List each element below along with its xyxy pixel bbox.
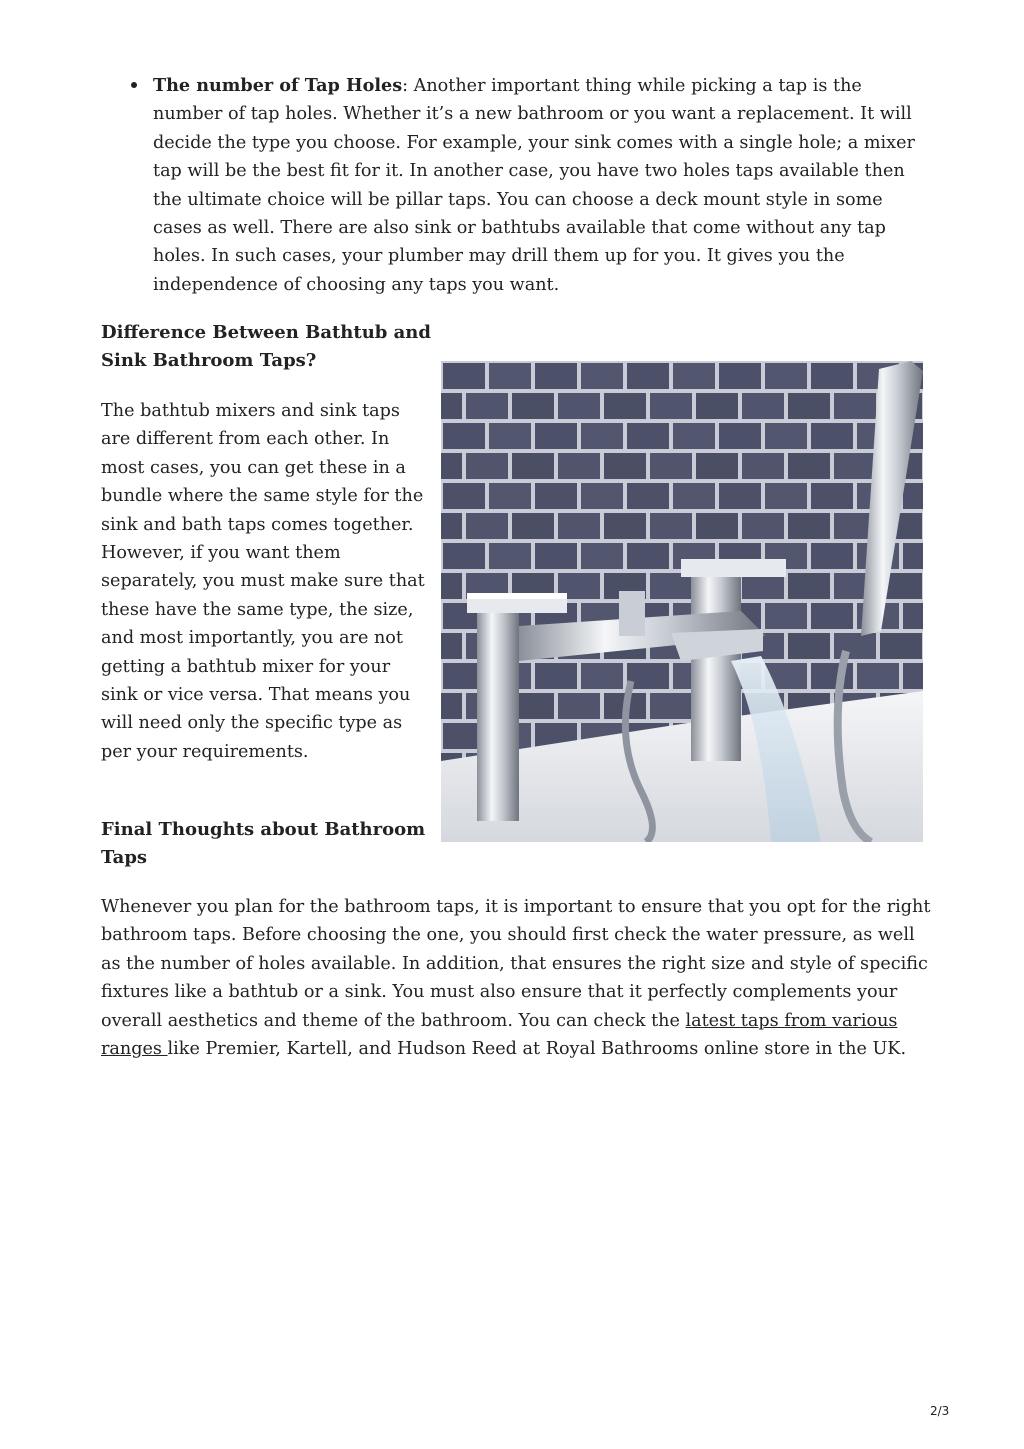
bullet-title: The number of Tap Holes	[153, 75, 403, 96]
latest-taps-link[interactable]: latest taps from various ranges	[101, 1010, 898, 1060]
bullet-icon	[131, 82, 137, 88]
heading-difference: Difference Between Bathtub and Sink Bathroom Taps?	[101, 322, 431, 372]
heading-final-thoughts: Final Thoughts about Bathroom Taps	[101, 819, 426, 869]
final-text-before-link: Whenever you plan for the bathroom taps, it is important to ensure that you opt for the right bathroom taps. Before choosing the one, you should first check the water pressure, as well as the number of holes available. In addition, that ensures the right size and style of specific fixtures like a bathtub or a sink. You must also ensure that it perfectly complements your overall aesthetics and theme of the bathroom. You can check the	[101, 897, 931, 1031]
paragraph-final-thoughts	[101, 893, 931, 1063]
paragraph-difference: The bathtub mixers and sink taps are different from each other. In most cases, you can get these in a bundle where the same style for the sink and bath taps comes together. However, if you want them separately, you must make sure that these have the same type, the size, and most importantly, you are not getting a bathtub mixer for your sink or vice versa. That means you will need only the specific type as per your requirements.	[101, 401, 425, 762]
bullet-body: : Another important thing while picking a tap is the number of tap holes. Whether it’s a new bathroom or you want a replacement. It will decide the type you choose. For example, your sink comes with a single hole; a mixer tap will be the best fit for it. In another case, you have two holes taps available then the ultimate choice will be pillar taps. You can choose a deck mount style in some cases as well. There are also sink or bathtubs available that come without any tap holes. In such cases, your plumber may drill them up for you. It gives you the independence of choosing any taps you want.	[153, 76, 915, 295]
page-number: 2/3	[930, 1404, 950, 1418]
bath-mixer-tap-photo	[441, 361, 923, 842]
bullet-item-tap-holes	[153, 72, 933, 299]
final-text-after-link: like Premier, Kartell, and Hudson Reed at Royal Bathrooms online store in the UK.	[167, 1039, 907, 1060]
